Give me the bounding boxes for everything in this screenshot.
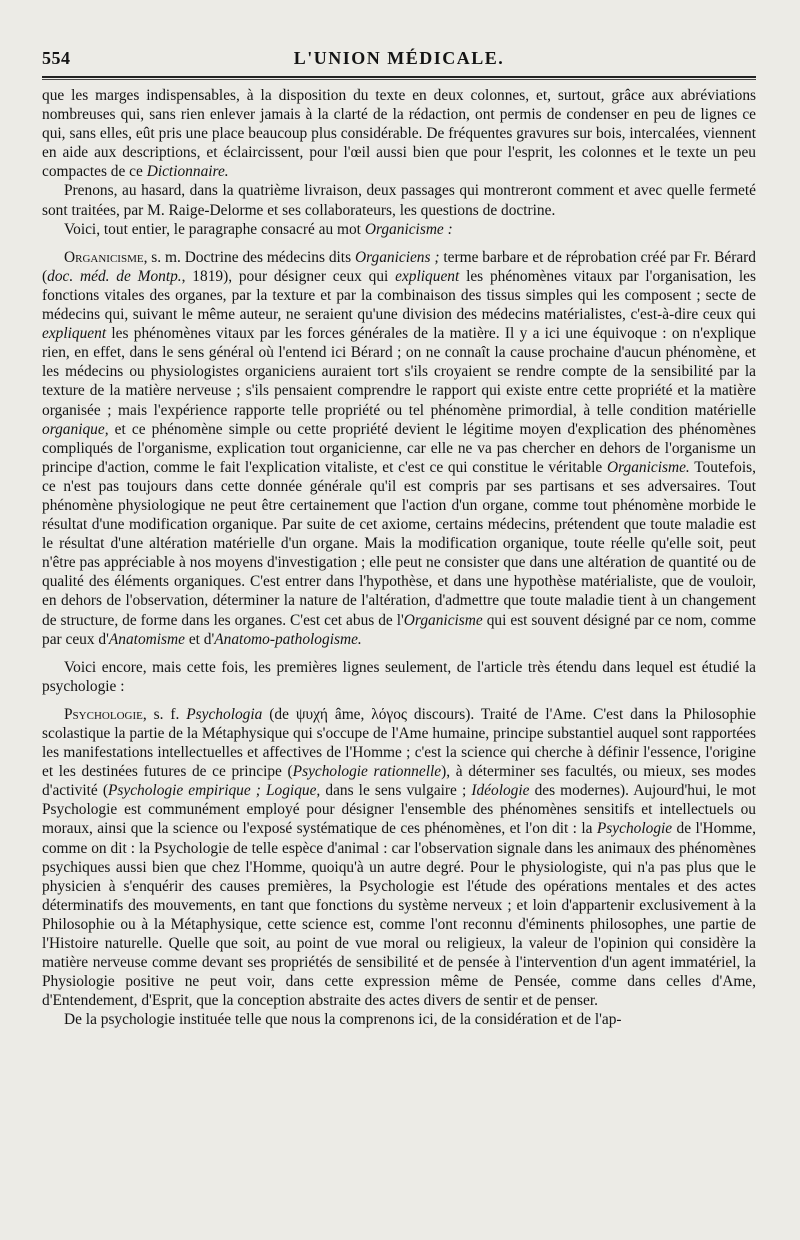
page-header <box>42 48 756 76</box>
paragraph-3: Voici, tout entier, le paragraphe consacré au mot Organicisme : <box>64 220 453 238</box>
body-text <box>42 86 756 1030</box>
entry-headword: Organicisme <box>64 248 144 266</box>
page-number: 554 <box>42 48 71 68</box>
paragraph-5: De la psychologie instituée telle que nous la comprenons ici, de la considération et de l'ap- <box>64 1011 622 1029</box>
paragraph-2: Prenons, au hasard, dans la quatrième livraison, deux passages qui montreront comment et avec quelle fermeté sont traitées, par M. Raige-Delorme et ses collaborateurs, les questions de doctrine. <box>42 182 756 219</box>
header-rule <box>42 76 756 80</box>
entry-organicisme: Organicisme, s. m. Doctrine des médecins dits Organiciens ; terme barbare et de réprobation créé par Fr. Bérard (doc. méd. de Montp., 1819), pour désigner ceux qui expliquent les phénomènes vitaux par l'organisation, les fonctions vitales des organes, par la texture et par la combinaison des tissus simples qui les composent ; secte de médecins qui, suivant le même auteur, ne seraient qu'une division des médecins matérialistes, c'est-à-dire ceux qui expliquent les phénomènes vitaux par les forces générales de la matière. Il y a ici une équivoque : on n'explique rien, en effet, dans le sens général où l'entend ici Bérard ; on ne connaît la cause prochaine d'aucun phénomène, et les médecins ou physiologistes organiciens auraient tort s'ils croyaient se rendre compte de la sensibilité par la texture de la matière nerveuse ; s'ils pensaient comprendre le rapport qui existe entre cette propriété et la matière organisée ; mais l'expérience rapporte telle propriété ou tel phénomène primordial, à telle condition matérielle organique, et ce phénomène simple ou cette propriété devient le légitime moyen d'explication des phénomènes compliqués de l'organisme, explication tout organicienne, car elle ne va pas chercher en dehors de l'organisme un principe d'action, comme le fait l'explication vitaliste, et c'est ce qui constitue le véritable Organicisme. Toutefois, ce n'est pas toujours dans cette donnée générale qu'il est compris par ses partisans et ses adversaires. Tout phénomène physiologique ne peut être certainement que l'action d'un organe, comme tout phénomène morbide le résultat d'une modification organique. Par suite de cet axiome, certains médecins, prétendent que toute maladie est le résultat d'une altération matérielle d'un organe. Mais la modification organique, toute réelle qu'elle soit, peut n'être pas appréciable à nos moyens d'investigation ; elle peut ne consister que dans une altération de quantité ou de qualité des éléments organiques. C'est entrer dans l'hypothèse, et dans une hypothèse matérialiste, que de vouloir, en dehors de l'observation, déterminer la nature de l'altération, d'admettre que toute maladie tient à un changement de structure, de forme dans les organes. C'est cet abus de l'Organicisme qui est souvent désigné par ce nom, comme par ceux d'Anatomisme et d'Anatomo-pathologisme. <box>42 248 756 648</box>
paragraph-1: que les marges indispensables, à la disposition du texte en deux colonnes, et, surtout, grâce aux abréviations nombreuses qui, sans rien enlever jamais à la clarté de la rédaction, ont permis de condenser en peu de lignes ce qui, sans elles, eût pris une place beaucoup plus considérable. De fréquentes gravures sur bois, intercalées, viennent en aide aux descriptions, et éclaircissent, pour l'œil aussi bien que pour l'esprit, les colonnes et le texte un peu compactes de ce Dictionnaire. <box>42 87 756 181</box>
running-title: L'UNION MÉDICALE. <box>293 48 505 68</box>
entry-psychologie: Psychologie, s. f. Psychologia (de ψυχή âme, λόγος discours). Traité de l'Ame. C'est dans la Philosophie scolastique la partie de la Métaphysique qui s'occupe de l'Ame humaine, principe substantiel auquel sont rapportées les manifestations intellectuelles et affectives de l'Homme ; c'est la science qui cherche à définir l'essence, l'origine et les destinées futures de ce principe (Psychologie rationnelle), à déterminer ses facultés, ou mieux, ses modes d'activité (Psychologie empirique ; Logique, dans le sens vulgaire ; Idéologie des modernes). Aujourd'hui, le mot Psychologie est communément employé pour désigner l'ensemble des phénomènes sensitifs et intellectuels ou moraux, ainsi que la science ou l'exposé systématique de ces phénomènes, et l'on dit : la Psychologie de l'Homme, comme on dit : la Psychologie de telle espèce d'animal : car l'observation signale dans les animaux des phénomènes psychiques aussi bien que chez l'Homme, quoiqu'à un autre degré. Pour le physiologiste, qui n'a pas plus que le physicien à s'enquérir des causes premières, la Psychologie est l'étude des opérations mentales et des actes déterminatifs des mouvements, en tant que fonctions du système nerveux ; et loin d'appartenir exclusivement à la Philosophie ou à la Métaphysique, cette science est, comme l'ont reconnu d'éminents philosophes, une partie de l'Histoire naturelle. Quelle que soit, au point de vue moral ou religieux, la valeur de l'opinion qui considère la matière nerveuse comme devant ses propriétés de sensibilité et de pensée à l'intervention d'un agent immatériel, la Physiologie positive ne peut voir, dans cette expression même de Pensée, comme dans celles d'Ame, d'Entendement, d'Esprit, que la conception abstraite des actes divers de sentir et de penser. <box>42 705 757 1010</box>
paragraph-4: Voici encore, mais cette fois, les premières lignes seulement, de l'article très étendu dans lequel est étudié la psychologie : <box>42 658 756 695</box>
entry-headword: Psychologie <box>64 705 143 723</box>
